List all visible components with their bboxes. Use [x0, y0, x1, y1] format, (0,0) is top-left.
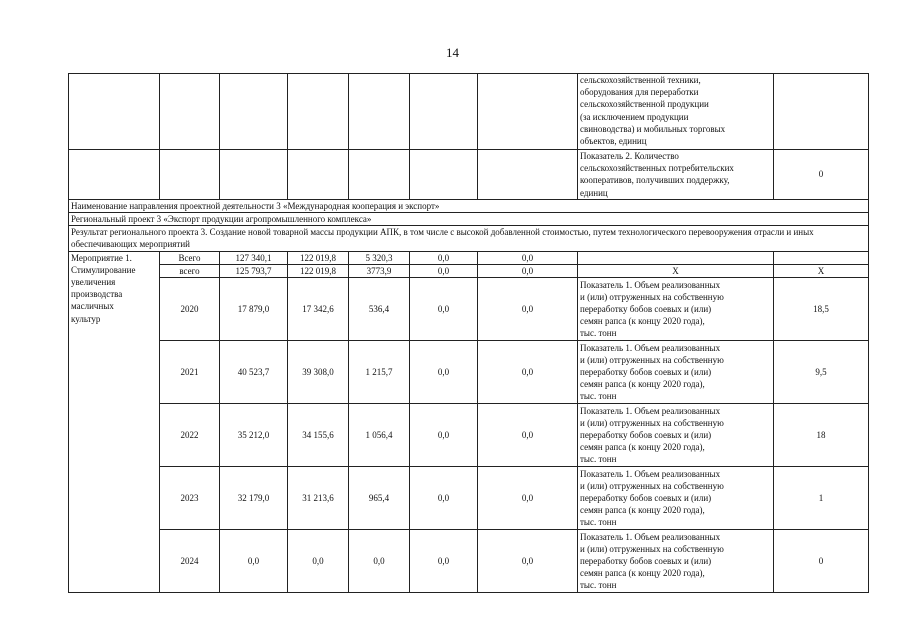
other-cell: 0,0	[478, 530, 578, 593]
municipal-cell: 0,0	[410, 251, 478, 264]
total-cell: 127 340,1	[220, 251, 288, 264]
total-cell: 125 793,7	[220, 264, 288, 277]
period-cell: 2022	[160, 404, 220, 467]
table-row	[69, 404, 869, 467]
indicator-value: 18	[774, 404, 869, 467]
measure-title: Мероприятие 1. Стимулирование увеличения производства масличных культур	[69, 251, 160, 592]
indicator-cell: Х	[578, 264, 774, 277]
indicator-value: 9,5	[774, 341, 869, 404]
total-cell: 0,0	[220, 530, 288, 593]
indicator-value	[774, 74, 869, 150]
indicator-cell: Показатель 2. Количество сельскохозяйственных потребительских кооперативов, получивших поддержку, единиц	[578, 150, 774, 200]
regional-cell: 3773,9	[349, 264, 410, 277]
period-cell: 2020	[160, 278, 220, 341]
program-table	[68, 73, 869, 593]
regional-result: Результат регионального проекта 3. Создание новой товарной массы продукции АПК, в том числе с высокой добавленной стоимостью, путем технологического перевооружения отрасли и иных обеспечивающих мероприятий	[69, 226, 869, 251]
period-cell: 2023	[160, 467, 220, 530]
regional-cell: 1 056,4	[349, 404, 410, 467]
period-cell: Всего	[160, 251, 220, 264]
indicator-cell: Показатель 1. Объем реализованных и (или) отгруженных на собственную переработку бобов соевых и (или) семян рапса (к концу 2020 года), тыс. тонн	[578, 278, 774, 341]
table-row	[69, 278, 869, 341]
continued-row	[69, 150, 869, 200]
municipal-cell: 0,0	[410, 264, 478, 277]
municipal-cell: 0,0	[410, 341, 478, 404]
regional-cell: 1 215,7	[349, 341, 410, 404]
total-cell: 17 879,0	[220, 278, 288, 341]
indicator-cell: Показатель 1. Объем реализованных и (или) отгруженных на собственную переработку бобов соевых и (или) семян рапса (к концу 2020 года), тыс. тонн	[578, 530, 774, 593]
indicator-cell	[578, 251, 774, 264]
table-row	[69, 341, 869, 404]
municipal-cell: 0,0	[410, 530, 478, 593]
other-cell: 0,0	[478, 264, 578, 277]
federal-cell: 31 213,6	[288, 467, 349, 530]
indicator-value: 0	[774, 150, 869, 200]
period-cell: 2024	[160, 530, 220, 593]
indicator-value: 1	[774, 467, 869, 530]
indicator-cell: Показатель 1. Объем реализованных и (или) отгруженных на собственную переработку бобов соевых и (или) семян рапса (к концу 2020 года), тыс. тонн	[578, 404, 774, 467]
section-row	[69, 226, 869, 251]
total-cell: 35 212,0	[220, 404, 288, 467]
direction-title: Наименование направления проектной деятельности 3 «Международная кооперация и экспорт»	[69, 199, 869, 212]
federal-cell: 0,0	[288, 530, 349, 593]
page-number: 14	[446, 45, 459, 60]
other-cell: 0,0	[478, 404, 578, 467]
continued-row	[69, 74, 869, 150]
federal-cell: 39 308,0	[288, 341, 349, 404]
table-row	[69, 467, 869, 530]
period-cell: всего	[160, 264, 220, 277]
federal-cell: 122 019,8	[288, 251, 349, 264]
regional-project: Региональный проект 3 «Экспорт продукции агропромышленного комплекса»	[69, 213, 869, 226]
federal-cell: 122 019,8	[288, 264, 349, 277]
period-cell: 2021	[160, 341, 220, 404]
indicator-cell: Показатель 1. Объем реализованных и (или) отгруженных на собственную переработку бобов соевых и (или) семян рапса (к концу 2020 года), тыс. тонн	[578, 341, 774, 404]
regional-cell: 965,4	[349, 467, 410, 530]
total-cell: 32 179,0	[220, 467, 288, 530]
regional-cell: 0,0	[349, 530, 410, 593]
section-row	[69, 213, 869, 226]
table-row	[69, 264, 869, 277]
other-cell: 0,0	[478, 251, 578, 264]
municipal-cell: 0,0	[410, 467, 478, 530]
municipal-cell: 0,0	[410, 278, 478, 341]
other-cell: 0,0	[478, 278, 578, 341]
section-row	[69, 199, 869, 212]
table-row	[69, 251, 869, 264]
other-cell: 0,0	[478, 341, 578, 404]
federal-cell: 17 342,6	[288, 278, 349, 341]
table-row	[69, 530, 869, 593]
total-cell: 40 523,7	[220, 341, 288, 404]
regional-cell: 5 320,3	[349, 251, 410, 264]
municipal-cell: 0,0	[410, 404, 478, 467]
indicator-value: Х	[774, 264, 869, 277]
indicator-value: 0	[774, 530, 869, 593]
regional-cell: 536,4	[349, 278, 410, 341]
indicator-value: 18,5	[774, 278, 869, 341]
federal-cell: 34 155,6	[288, 404, 349, 467]
other-cell: 0,0	[478, 467, 578, 530]
indicator-cell: Показатель 1. Объем реализованных и (или) отгруженных на собственную переработку бобов соевых и (или) семян рапса (к концу 2020 года), тыс. тонн	[578, 467, 774, 530]
indicator-cell: сельскохозяйственной техники, оборудования для переработки сельскохозяйственной продукции (за исключением продукции свиноводства) и мобильных торговых объектов, единиц	[578, 74, 774, 150]
indicator-value	[774, 251, 869, 264]
